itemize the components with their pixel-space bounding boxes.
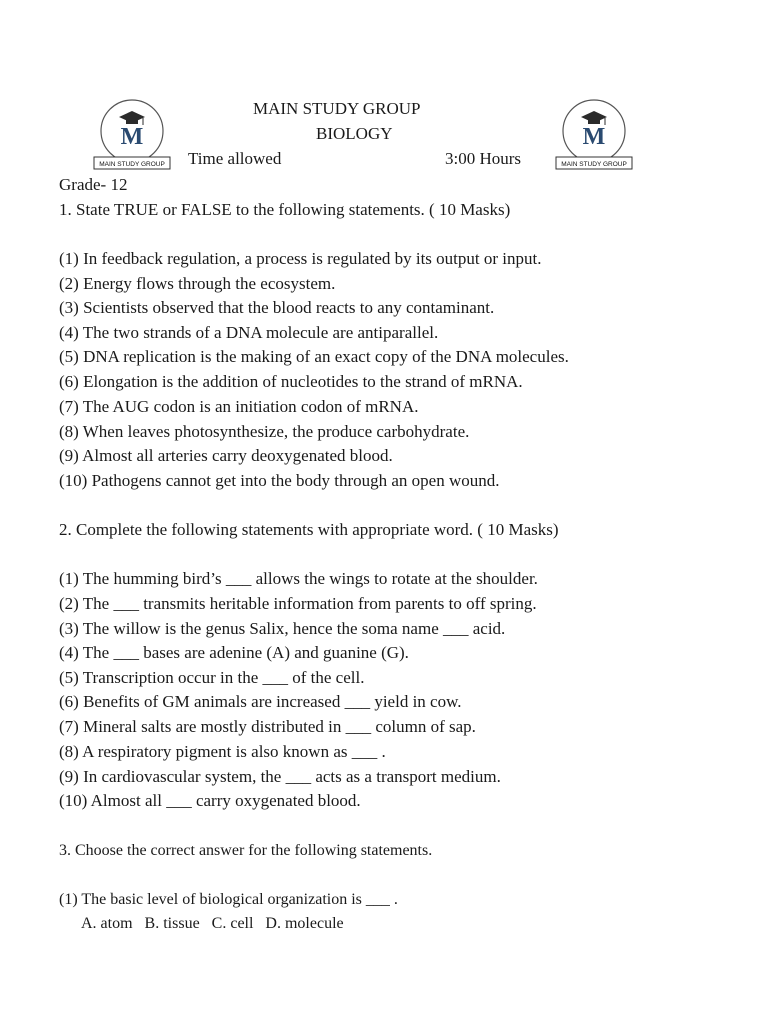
answer-options: A. atom B. tissue C. cell D. molecule [81,915,344,932]
list-item: (5) DNA replication is the making of an exact copy of the DNA molecules. [59,347,569,366]
list-item: (1) In feedback regulation, a process is regulated by its output or input. [59,249,542,268]
time-allowed-value: 3:00 Hours [445,149,522,168]
list-item: (9) Almost all arteries carry deoxygenated blood. [59,446,393,465]
list-item: (3) Scientists observed that the blood reacts to any contaminant. [59,298,495,317]
list-item: (10) Pathogens cannot get into the body through an open wound. [59,471,500,490]
grade-label: Grade- 12 [59,175,128,194]
logo-right [553,97,635,175]
list-item: (9) In cardiovascular system, the ___ acts as a transport medium. [59,767,501,786]
list-item: (10) Almost all ___ carry oxygenated blood. [59,791,361,810]
svg-text:M: M [120,124,144,150]
list-item: (2) Energy flows through the ecosystem. [59,274,336,293]
list-item: (1) The humming bird’s ___ allows the wings to rotate at the shoulder. [59,569,538,588]
subject-title: BIOLOGY [316,124,393,143]
svg-text:M: M [582,124,606,150]
list-item: (8) When leaves photosynthesize, the produce carbohydrate. [59,422,470,441]
list-item: (6) Elongation is the addition of nucleotides to the strand of mRNA. [59,372,523,391]
list-item: (6) Benefits of GM animals are increased ___ yield in cow. [59,692,462,711]
time-allowed-label: Time allowed [188,149,282,168]
svg-text:MAIN STUDY GROUP: MAIN STUDY GROUP [99,161,165,168]
list-item: (4) The two strands of a DNA molecule are antiparallel. [59,323,439,342]
section2-heading: 2. Complete the following statements with appropriate word. ( 10 Masks) [59,520,559,539]
list-item: (2) The ___ transmits heritable information from parents to off spring. [59,594,537,613]
section3-heading: 3. Choose the correct answer for the following statements. [59,842,433,859]
list-item: (4) The ___ bases are adenine (A) and guanine (G). [59,643,409,662]
list-item: (7) Mineral salts are mostly distributed in ___ column of sap. [59,717,476,736]
question-text: (1) The basic level of biological organization is ___ . [59,891,398,908]
logo-left [91,97,173,175]
org-title: MAIN STUDY GROUP [253,99,421,118]
list-item: (5) Transcription occur in the ___ of the cell. [59,668,365,687]
list-item: (3) The willow is the genus Salix, hence the soma name ___ acid. [59,619,506,638]
list-item: (8) A respiratory pigment is also known as ___ . [59,742,386,761]
list-item: (7) The AUG codon is an initiation codon of mRNA. [59,397,419,416]
section1-heading: 1. State TRUE or FALSE to the following statements. ( 10 Masks) [59,200,511,219]
svg-text:MAIN STUDY GROUP: MAIN STUDY GROUP [561,161,627,168]
